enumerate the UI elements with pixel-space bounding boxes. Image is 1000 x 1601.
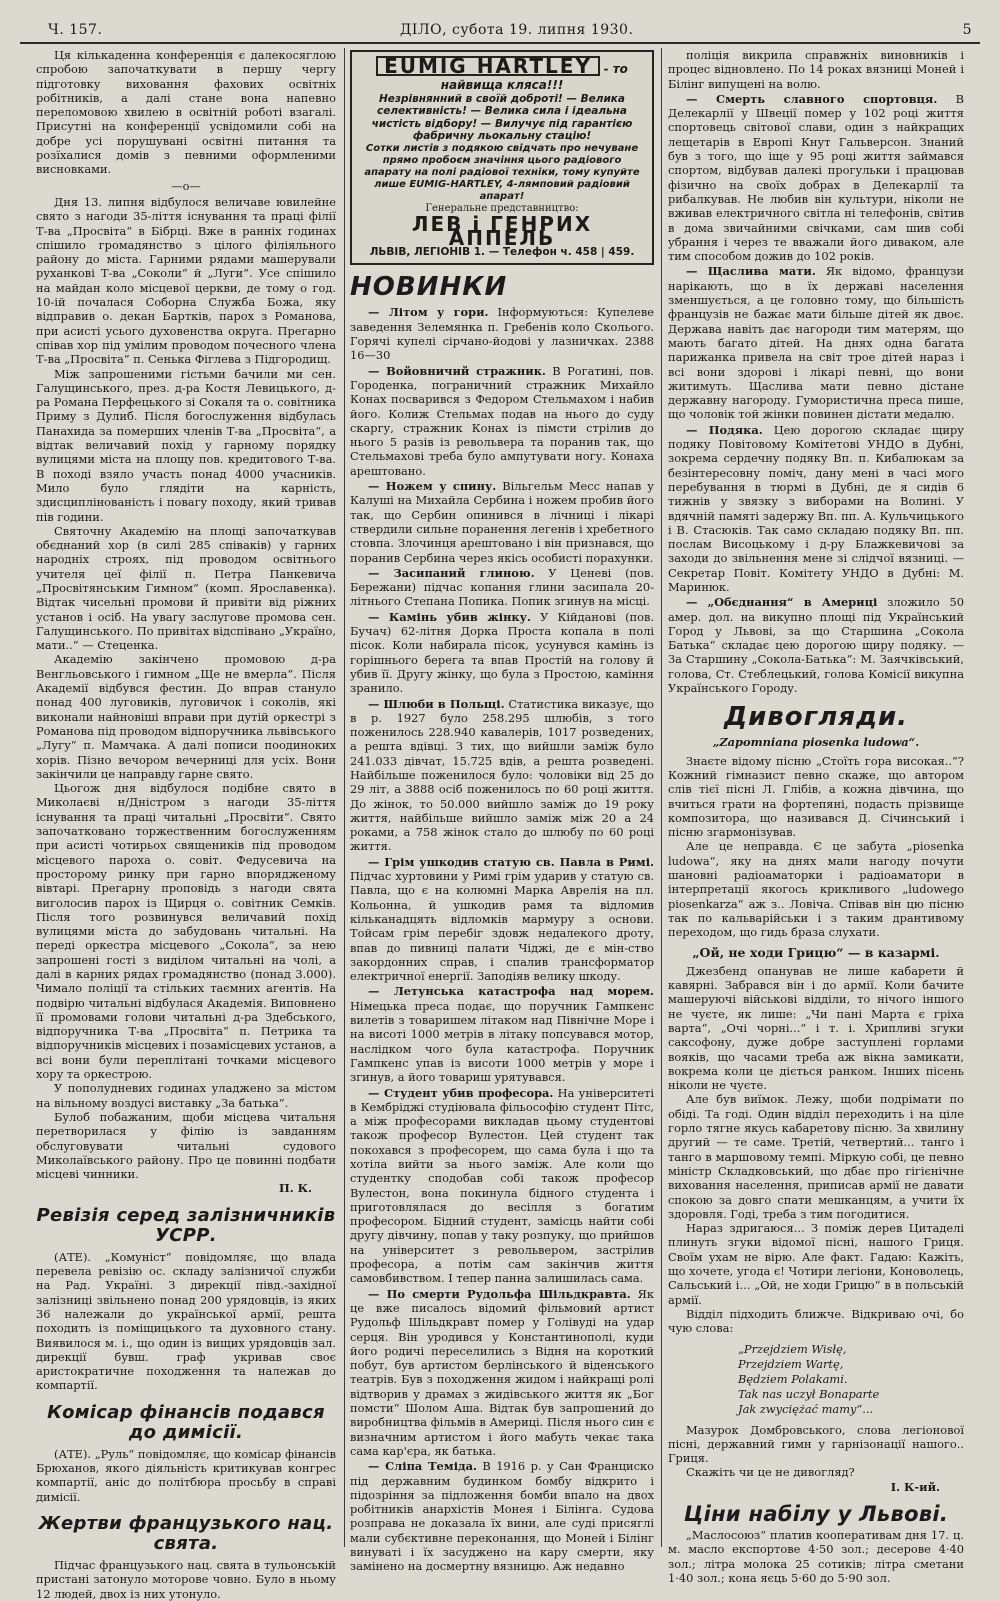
column-1 xyxy=(36,48,336,1601)
article-paragraph: Академію закінчено промовою д-ра Венгльовського і гимном „Ще не вмерла“. Після Академії відбувся фестин. До вправ стануло понад 400 луговиків, луговичок і соколів, які виконали найновіші вправи при дутій оркестрі з Романова під проводом відпоручника львівського „Лугу“ п. Мамчака. А далі пописи поодиноких хорів. Пізно вечором вечерниці для усіх. Вони закінчили це направду гарне свято. xyxy=(36,652,336,781)
news-item-lead: — Грім ушкодив статую св. Павла в Римі. xyxy=(368,854,654,869)
news-item xyxy=(350,1287,654,1459)
column-rule-right xyxy=(661,48,662,1547)
headline-revision: Ревізія серед залізничників УСРР. xyxy=(36,1204,336,1246)
news-item xyxy=(668,423,964,595)
masthead-date: ДІЛО, субота 19. липня 1930. xyxy=(400,22,634,38)
news-item-lead: — Смерть славного спортовця. xyxy=(686,91,938,106)
news-item xyxy=(350,566,654,609)
news-item xyxy=(668,92,964,264)
ad-tagline: - то найвища кляса!!! xyxy=(440,62,628,93)
news-item-text: Підчас хуртовини у Римі грім ударив у статую св. Павла, що є на колюмні Марка Аврелія на пл. Кольонна, й ушкодив рамя та відломив кільканадцять відломків мармуру з основи. Тойсам грім перебіг здовж недалекого дроту, впав до пивниці палати Чіджі, де є мін-ство закордонних справ, і спалив трансформатор електричної енергії. Заподіяв велику шкоду. xyxy=(350,869,654,984)
article-paragraph: (АТЕ). „Руль“ повідомляє, що комісар фінансів Брюханов, якого діяльність критикував конгрес компартії, аніс до політбюра просьбу в справі димісії. xyxy=(36,1446,336,1504)
section-separator: —о— xyxy=(171,178,201,193)
news-item xyxy=(350,479,654,565)
news-item xyxy=(350,364,654,478)
article-paragraph: „Маслосоюз“ платив кооперативам дня 17. ц. м. масло експортове 4·50 зол.; десерове 4·40 зол.; літра молока 25 сотиків; літра сметани 1·40 зол.; кона яєць 5·60 до 5·90 зол. xyxy=(668,1528,964,1585)
poem-line: Przejdziem Wartę, xyxy=(738,1356,844,1371)
news-item-text: Цею дорогою складає щиру подяку Повітовому Комітетові УНДО в Дубні, зокрема сердечну подяку Вп. п. Кибалюкам за безінтересовну поміч, дану мені в часі мого перебування в тюрмі в Дубні, де я сидів 6 тижнів у звязку з виборами на Волині. У вдячній памяті задержу Вп. пп. А. Кульчицького і В. Стасюків. Так само складаю подяку Вп. пп. послам Висоцькому і д-ру Блажкевичові за заходи до звільнення мене зі слідчої вязниці. — Секретар Повіт. Комітету УНДО в Дубні: М. Маринюк. xyxy=(668,422,964,594)
ad-claims: Незрівнянний в своїй доброті! — Велика селективність! — Велика сила і ідеальна чистість відбору! — Вилучує під гарантією фабричну льокальну стацію! xyxy=(371,92,633,143)
news-item-lead: — Літом у гори. xyxy=(368,305,489,320)
article-paragraph: Підчас французького нац. свята в тульонській пристані затонуло моторове човно. Було в ньому 12 людей, двох із них утонуло. xyxy=(36,1557,336,1601)
news-item xyxy=(668,264,964,421)
page-header xyxy=(20,22,980,44)
article-paragraph: Святочну Академію на площі започаткував обєднаний хор (в силі 285 співаків) у гарних народніх строях, під проводом освітнього учителя цеї філії п. Петра Панкевича „Просвітянським Гимном“ (комп. Ярославенка). Відтак чисельні промови й привіти від ріжних установ і осіб. На увагу заслугове промова сен. Галущинського. По привітах відспівано „Україно, мати..“ — Стеценка. xyxy=(36,523,336,653)
ad-body: Сотки листів з подякою свідчать про нечуване прямо пробоєм значіння цього радіового апарату на полі радіової техніки, тому купуйте лише EUMIG-HARTLEY, 4-лямповий радіовий апарат! xyxy=(364,142,640,202)
news-item-lead: — По смерти Рудольфа Шільдкравта. xyxy=(368,1286,631,1301)
article-paragraph: Булоб побажаним, щоби місцева читальня перетворилася у філію із завданням обслуговувати читальні судового Миколаївського району. Про це повинні подбати місцеві чинники. xyxy=(36,1109,336,1182)
poem-line: Jak zwyciężać mamy“... xyxy=(738,1401,874,1416)
article-paragraph: Але був виїмок. Лежу, щоби подрімати по обіді. Та годі. Один відділ переходить і на ціле горло тягне якусь кабаретову пісню. За хвилину другий — те саме. Третій, четвертий... танго і танго в маршовому темпі. Міркую собі, це певно міністр Складковський, що дбає про гігієнічне виховання населення, приписав армії не давати спокою за довго спати мешканцям, а учити їх здоровля. Годі, треба з тим погодитися. xyxy=(668,1092,964,1221)
poem-quote xyxy=(738,1342,964,1417)
column-2 xyxy=(350,48,655,1574)
news-item xyxy=(350,305,654,362)
news-item-text: Німецька преса подає, що поручник Гампкенс вилетів з товаришем літаком над Північне Море і на висоті 1000 метрів в літаку попсувався мотор, наслідком чого була катастрофа. Поручник Гампкенс упав із висоти 1000 метрів у море і згинув, а його товариш урятувався. xyxy=(350,998,654,1085)
article-paragraph: Нараз здригаюся... З поміж дерев Цитаделі плинуть згуки відомої пісні, нашого Гриця. Своїм ухам не вірю. Але факт. Гадаю: Кажіть, що хочете, угода є! Чотири легіони, Коноволець, Сальський і... „Ой, не ходи Грицю“ в в польській армії. xyxy=(668,1221,964,1307)
news-item-text: зложило 50 амер. дол. на викупно площі під Український Город у Львові, за що Старшина „Сокола Батька“ складає цею дорогою щиру подяку. — За Старшину „Сокола-Батька“: М. Заячківський, голова, Ст. Стеблецький, голова Комісії викупна Українського Городу. xyxy=(668,595,964,696)
ad-representation: Генеральне представництво: xyxy=(425,202,579,214)
news-item xyxy=(350,855,654,984)
page-number: 5 xyxy=(962,22,972,38)
author-signature: І. К-ий. xyxy=(890,1479,940,1494)
news-item-text: Вільгельм Месс напав у Калуші на Михайла Сербина і ножем пробив його так, що Сербин опинився в лічниці і лікарі ствердили сильне поранення легенів і хребетного стовпа. Злочинця арештовано і він признався, що поранив Сербина через якісь особисті порахунки. xyxy=(350,479,654,565)
article-paragraph: Між запрошеними гістьми бачили ми сен. Галущинського, през. д-ра Костя Левицького, д-ра Романа Перфецького зі Сокаля та о. совітника Приму з Дулиб. Після богослуження відбулась Панахида за померших членів Т-ва „Просвіта“, а відтак величавий похід у гарному порядку вулицями міста на площу пов. кредитового Т-ва. В поході взяло участь понад 4000 учасників. Мило було глядіти на карність, здисциплінованість і повагу походу, який тривав пів години. xyxy=(36,366,336,524)
news-item xyxy=(350,697,654,854)
news-item-text: Інформуються: Купелеве заведення Зелемянка п. Гребенів коло Сколього. Горячі купелі сірчано-йодові у лазничках. 2388 16—30 xyxy=(350,305,654,363)
poem-line: Tak nas uczył Bonaparte xyxy=(738,1386,880,1401)
article-paragraph: Скажіть чи це не дивогляд? xyxy=(686,1465,855,1480)
headline-victims: Жертви французького нац. свята. xyxy=(38,1512,334,1554)
news-item xyxy=(350,1086,654,1286)
radio-advertisement xyxy=(350,50,654,265)
news-item-lead: — Засипаний глиною. xyxy=(368,565,535,580)
headline-commissar: Комісар фінансів подався до димісії. xyxy=(47,1401,325,1443)
news-item-lead: — Летунська катастрофа над морем. xyxy=(368,984,654,999)
article-paragraph: Але це неправда. Є це забута „piosenka ludowa“, яку на днях мали нагоду почути шановні радіоаматорки і радіоаматори в інтерпретації якогось крикливого „ludowego piosenkarza“ аж з.. Ловіча. Співав він цю пісню так по кальварійськи і з таким дрантивому переходом, що гидь браза слухати. xyxy=(668,839,964,940)
news-item xyxy=(668,595,964,695)
ad-firm: ЛЕВ і ГЕНРИХ АППЕЛЬ xyxy=(411,211,593,250)
article-paragraph: Джезбенд опанував не лише кабарети й кавярні. Забрався він і до армії. Коли бачите машеруючі військові відділи, то нічого іншого не чуєте, як лише: „Чи пані Марта є гріха варта“, „Очі чорні...“ і т. і. Хрипливі згуки саксофону, дуже добре заступлені горлами вояків, що часами треба аж вікна замикати, вокрема коли це діється ранком. Інших пісень ніколи не чуєте. xyxy=(668,963,964,1093)
news-item-lead: — Шлюби в Польщі. xyxy=(368,696,505,711)
news-item-lead: — Подяка. xyxy=(686,422,763,437)
news-item-text: Статистика виказує, що в р. 1927 було 258.295 шлюбів, з того поженилось 228.940 кавалерів, 1017 розведених, а решта вдівці. З тих, що вийшли заміж було 241.033 дівчат, 15.725 вдів, а решта розведені. Найбільше поженилося було: чоловіки від 25 до 29 літ, а 3888 осіб поженилось по 60 році життя. До жінок, то 50.000 вийшло заміж до 19 року життя, найбільше вийшло заміж між 20 а 24 роками, а 758 жінок стало до шлюбу по 60 році життя. xyxy=(350,696,655,854)
article-paragraph: Дня 13. липня відбулося величаве ювилейне свято з нагоди 35-ліття існування та праці філії Т-ва „Просвіта“ в Бібрці. Вже в ранніх годинах спішило громадянство з цілого філіяльного району до міста. Гарними рядами машерували руханкові Т-ва „Соколи“ й „Луги“. Усе спішило на майдан коло місцевої церкви, де тому о год. 10-ій почалася Соборна Служба Божа, яку відправив о. декан Бартків, парох з Романова, при асисті усього духовенства округа. Прегарно співав хор під умілим проводом почесного члена Т-ва „Просвіта“ п. Сенька Фіглева з Підгородищ. xyxy=(36,194,336,367)
news-item-text: В Рогатині, пов. Городенка, пограничний стражник Михайло Конах посварився з Федором Стельмахом і набив його. Колиж Стельмах подав на нього до суду скаргу, стражник Конах із пімсти стрілив до нього 5 разів із револьвера та поранив так, що Стельмахові треба було ампутувати ногу. Конаха арештовано. xyxy=(350,363,654,478)
news-list xyxy=(350,305,654,1573)
news-item-lead: — Ножем у спину. xyxy=(368,479,497,494)
article-paragraph: Цьогож дня відбулося подібне свято в Миколаєві н/Дністром з нагоди 35-ліття існування та праці читальні „Просвіти“. Свято започатковано торжественним богослуженням при асисті чотирьох священиків під проводом місцевого пароха о. совіт. Федусевича на просторому ринку при гарно впорядженому вівтарі. Прегарну проповідь з нагоди свята виголосив парох із Щирця о. совітник Семків. Після того розвинувся величавий похід вулицями міста до забудовань читальні. На переді оркестра місцевого „Сокола“, за нею запрошені гості з виділом читальні на чолі, а далі в карних рядах громадянство (понад 3.000). Чимало поліції та стільких таємних агентів. На подвірю читальні відбулася Академія. Виповнено її промовами голови читальні д-ра Здебського, відпоручника Т-ва „Просвіта“ п. Петрика та відпоручників місцевих і позамісцевих установ, а всі вони були переплітані точками місцевого хору та оркестрою. xyxy=(36,781,336,1082)
news-section-heading: НОВИНКИ xyxy=(350,272,508,303)
article-paragraph: Відділ підходить ближче. Відкриваю очі, бо чую слова: xyxy=(668,1306,964,1336)
news-item xyxy=(350,984,654,1084)
article-paragraph: Мазурок Домбровського, слова легіонової пісні, державний гимн у гарнізонації нашого.. Гриця. xyxy=(668,1422,964,1466)
poem-line: Będziem Polakami. xyxy=(738,1371,848,1386)
article-paragraph: У пополудневих годинах уладжено за містом на вільному воздусі виставку „За батька“. xyxy=(36,1081,336,1110)
news-item-text: У Ценеві (пов. Бережани) підчас копання глини засипала 20-літнього Степана Попика. Попик згинув на місці. xyxy=(350,565,654,609)
news-item-text: В 1916 р. у Сан Франциско під державним будинком бомбу відкрито і підозріння за підложення бомби впало на двох робітників анархістів Монея і Білінга. Судова розправа не доказала їх вини, але суді присяглі мали субєктивне переконання, що Моней і Білінг винуваті і їх засуджено на кару смерти, яку замінено на досмертну вязницю. Аж недавно xyxy=(350,1459,654,1574)
news-item-text: Як відомо, французи нарікають, що в їх державі населення зменшується, а це головно тому, що більшість французів не бажає мати більше дітей як двоє. Держава навіть дає нагороди тим матерям, що мають багато дітей. На днях одна багата парижанка привела на світ трое дітей нараз і всі вони здорові і лікарі певні, що вони житимуть. Щаслива мати певно дістане державну нагороду. Гумористична преса пише, що чоловік той жінки повинен дістати медалю. xyxy=(668,264,964,422)
headline-oddities: Дивогляди. xyxy=(723,702,909,733)
news-item-lead: — Щаслива мати. xyxy=(686,264,816,279)
poem-line: „Przejdziem Wisłę, xyxy=(738,1341,847,1356)
headline-prices: Ціни набілу у Львові. xyxy=(683,1502,949,1527)
news-item-text: Як це вже писалось відомий фільмовий артист Рудольф Шільдкравт помер у Голівуді на удар серця. Він уродився у Константинополі, куди його родичі переселились з Відня на короткий побут, був артистом берлінського й віденського театрів. Був з походження жидом і найкращі ролі відтворив у драмах з жидівського життя як „Бог помсти“ Шолом Аша. Відтак був запрошений до виробництва фільмів в Америці. Після нього син є визначним артистом і його мабуть чекає така сама кар'єра, як батька. xyxy=(350,1286,654,1458)
ad-address: ЛЬВІВ, ЛЕГІОНІВ 1. — Телефон ч. 458 | 459. xyxy=(369,246,635,259)
article-paragraph: (АТЕ). „Комуніст“ повідомляє, що влада перевела ревізію ос. складу залізничої служби на Рад. Україні. З дирекції півд.-західної залізниці звільнено понад 200 урядовців, із яких 36 належали до української армії, решта походить із поміщицького та духовного стану. Виявилося м. і., що один із вищих урядовців зал. дирекції бувш. граф укривав своє аристократичне походження та належав до компартії. xyxy=(36,1249,336,1393)
column-3 xyxy=(668,48,964,1585)
news-list-continued xyxy=(668,48,964,695)
article-paragraph: Ця кількаденна конференція є далекосяглою спробою започаткувати в першу чергу підготовку виховання фахових освітніх робітників, а далі стане вона напевно переломовою хвилею в освітній роботі взагалі. Присутні на конференції усвідомили собі на добре усі порушувані освітні питання та розїхалися домів з певними оформленими висновками. xyxy=(36,48,336,177)
news-item-lead: — Камінь убив жінку. xyxy=(368,609,531,624)
news-item-text: поліція викрила справжніх виновників і процес відновлено. По 14 роках вязниці Моней і Білінг випущені на волю. xyxy=(668,48,964,91)
column-rule-left xyxy=(344,48,345,1547)
news-item xyxy=(668,48,964,91)
news-item-lead: — „Обєднання“ в Америці xyxy=(686,595,878,610)
issue-number: Ч. 157. xyxy=(48,22,103,38)
news-item-lead: — Войовничий стражник. xyxy=(368,363,546,378)
subheading-barracks: „Ой, не ходи Грицю“ — в казармі. xyxy=(692,944,940,960)
subheading-forgotten-song: „Zapomniana piosenka ludowa“. xyxy=(712,735,920,750)
news-item-text: У Кійданові (пов. Бучач) 62-літня Дорка Проста копала в полі пісок. Коли набирала пісок, усунувся камінь із горішнього берега та впав Простій на голову й убив її. Другу жінку, що була з Простою, каміння зранило. xyxy=(350,609,654,696)
news-item-lead: — Студент убив професора. xyxy=(368,1085,554,1100)
article-paragraph: Знаєте відому пісню „Стоїть гора високая..“? Кожний гімназист певно скаже, що автором слів тієї пісні Л. Глібів, а кожна дівчина, що вчиться грати на фортепяні, подасть прізвище композитора, що називався Д. Січинський і пісню згармонізував. xyxy=(668,753,964,840)
ad-brand: EUMIG HARTLEY xyxy=(376,56,600,76)
news-item-text: В Делекарлії у Швеції помер у 102 році життя спортовець світової слави, один з найкращих лещетарів в Европі Кнут Гальверсон. Знаний був з того, що іще у 95 році життя займався спортом, відбував далекі прогульки і працював фізично на своїх добрах в Делекарлії та рибалкував. Не любив він культури, ніколи не вживав електричного світла ні телефонів, світив в дома звичайними свічками, сам шив собі убрання і через те вважали його дивaком, але тим способом дожив до 102 років. xyxy=(668,91,964,264)
news-item-text: На університеті в Кембріджі студіювала фільософію студент Пітс, а між професорами викладав цьому студентові також професор Вулестон. Цей студент так покохався з професорем, що сама була і що та хотіла вийти за нього заміж. Але коли що студентку сподобав собі також професор Вулестон, вона покинула бідного студента і приготовлялася до весілля з богатим професором. Бідний студент, замісць найти собі другу дівчину, попав у таку розпуку, що прийшов на університет з револьвером, застрілив професора, а потім сам закінчив життя самовбивством. І тепер панна залишилась сама. xyxy=(350,1085,655,1286)
news-item xyxy=(350,610,654,696)
news-item-lead: — Сліпа Теміда. xyxy=(368,1459,477,1474)
news-item xyxy=(350,1459,654,1573)
author-signature: П. К. xyxy=(278,1181,312,1196)
